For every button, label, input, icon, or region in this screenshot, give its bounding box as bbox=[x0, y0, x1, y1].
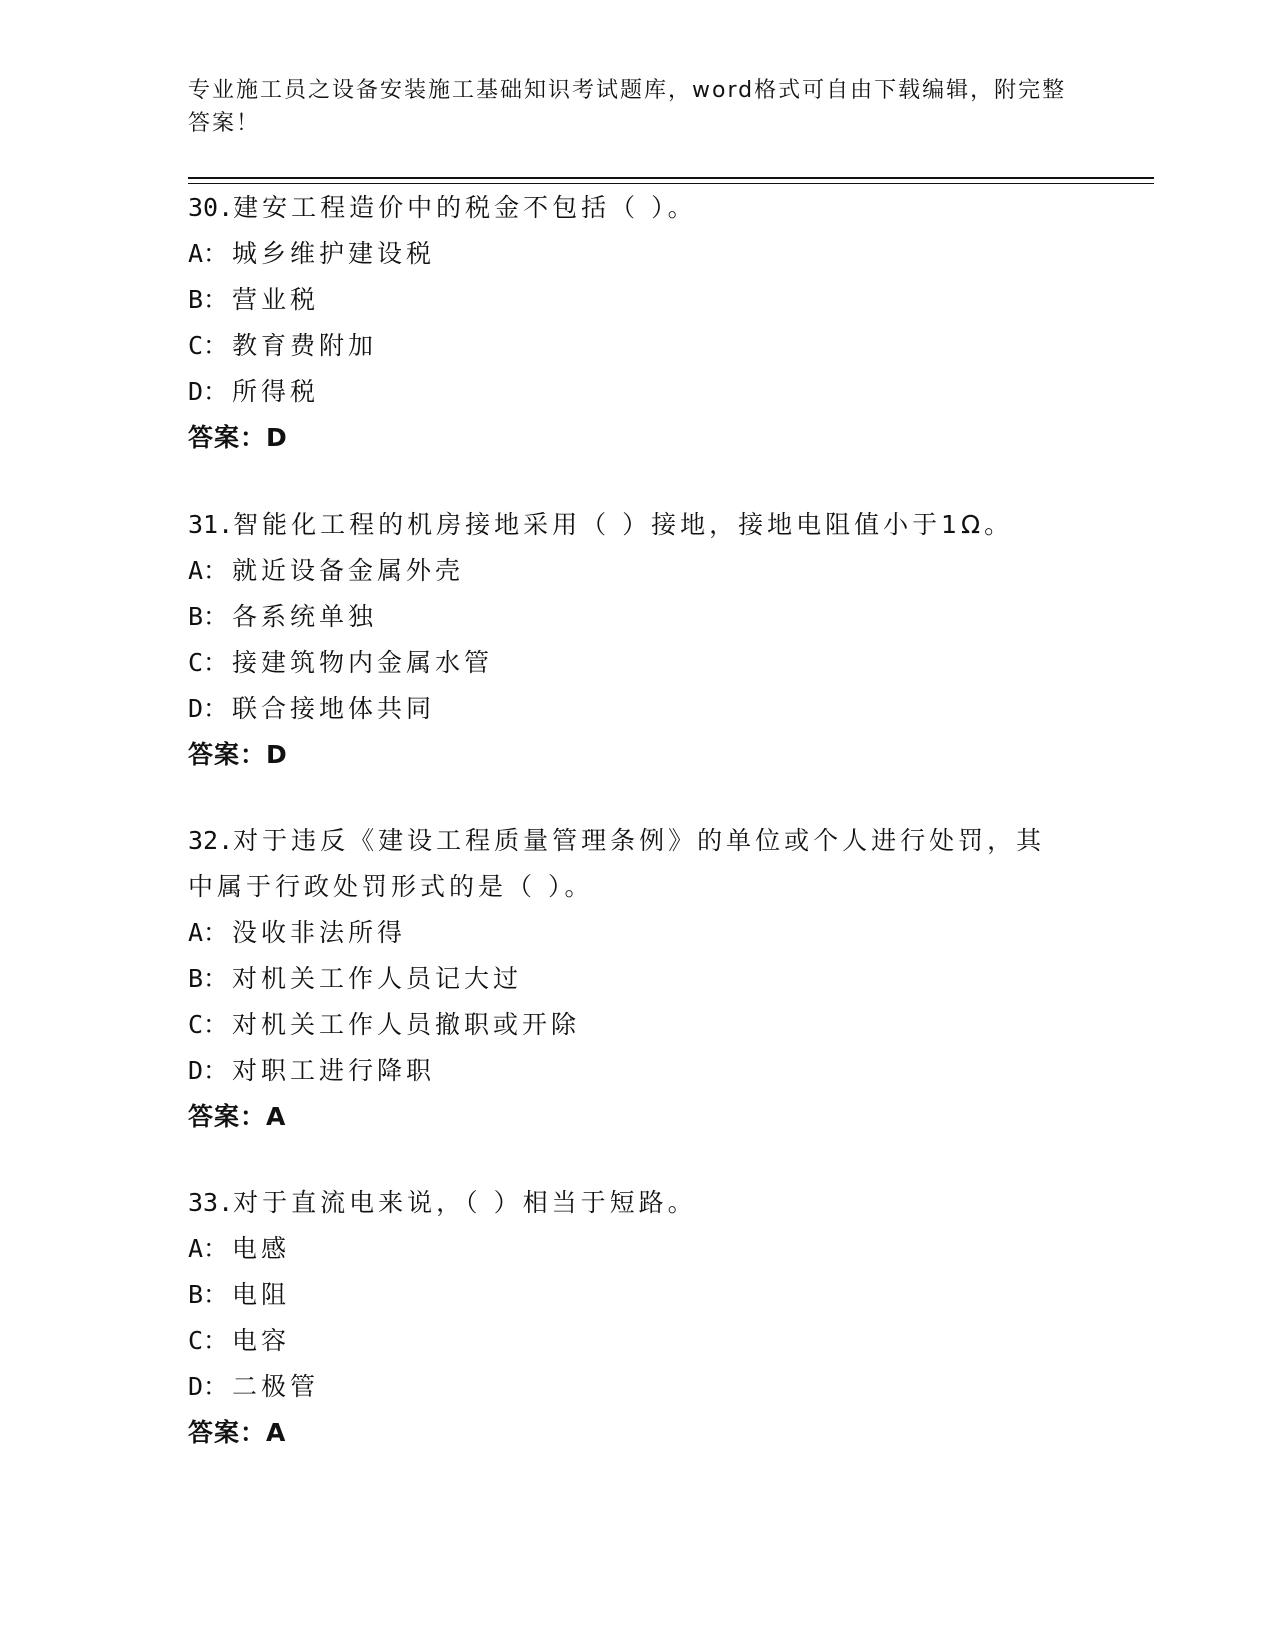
question-stem bbox=[188, 185, 1088, 231]
option-d bbox=[188, 686, 1088, 732]
option-letter: C： bbox=[188, 648, 229, 677]
document-header: 专业施工员之设备安装施工基础知识考试题库，word格式可自由下载编辑，附完整答案！ bbox=[188, 78, 1067, 136]
option-text: 二极管 bbox=[232, 1372, 320, 1401]
option-text: 电阻 bbox=[232, 1280, 291, 1309]
option-c bbox=[188, 1318, 1088, 1364]
option-text: 对机关工作人员记大过 bbox=[232, 964, 523, 993]
question-text: 对于直流电来说，（ ）相当于短路。 bbox=[233, 1188, 697, 1217]
option-letter: D： bbox=[188, 1056, 229, 1085]
option-letter: A： bbox=[188, 556, 229, 585]
option-letter: B： bbox=[188, 1280, 229, 1309]
option-letter: D： bbox=[188, 1372, 229, 1401]
question-number: 32. bbox=[188, 826, 234, 855]
option-b bbox=[188, 1272, 1088, 1318]
option-text: 城乡维护建设税 bbox=[232, 239, 436, 268]
question-stem bbox=[188, 818, 1068, 910]
option-a bbox=[188, 231, 1088, 277]
option-letter: D： bbox=[188, 377, 229, 406]
option-a bbox=[188, 910, 1068, 956]
option-letter: B： bbox=[188, 602, 229, 631]
option-letter: C： bbox=[188, 1010, 229, 1039]
option-a bbox=[188, 548, 1088, 594]
option-d bbox=[188, 369, 1088, 415]
option-d bbox=[188, 1048, 1068, 1094]
option-c bbox=[188, 640, 1088, 686]
option-letter: C： bbox=[188, 1326, 229, 1355]
question-number: 30. bbox=[188, 193, 234, 222]
option-letter: D： bbox=[188, 694, 229, 723]
question-31 bbox=[188, 502, 1088, 778]
question-text: 建安工程造价中的税金不包括（ ）。 bbox=[233, 193, 697, 222]
option-letter: A： bbox=[188, 1234, 229, 1263]
header-divider-thin bbox=[188, 183, 1154, 184]
answer-label: 答案：D bbox=[188, 740, 288, 769]
option-d bbox=[188, 1364, 1088, 1410]
option-letter: C： bbox=[188, 331, 229, 360]
question-32 bbox=[188, 818, 1068, 1140]
answer-label: 答案：A bbox=[188, 1418, 287, 1447]
option-b bbox=[188, 594, 1088, 640]
option-letter: B： bbox=[188, 964, 229, 993]
option-text: 营业税 bbox=[232, 285, 320, 314]
question-33 bbox=[188, 1180, 1088, 1456]
question-text: 智能化工程的机房接地采用（ ）接地，接地电阻值小于1Ω。 bbox=[233, 510, 1014, 539]
option-a bbox=[188, 1226, 1088, 1272]
option-text: 电容 bbox=[232, 1326, 291, 1355]
question-30 bbox=[188, 185, 1088, 461]
option-text: 对职工进行降职 bbox=[232, 1056, 436, 1085]
option-text: 教育费附加 bbox=[232, 331, 378, 360]
question-number: 31. bbox=[188, 510, 234, 539]
answer-label: 答案：A bbox=[188, 1102, 287, 1131]
option-text: 没收非法所得 bbox=[232, 918, 407, 947]
option-letter: B： bbox=[188, 285, 229, 314]
option-text: 接建筑物内金属水管 bbox=[232, 648, 494, 677]
option-letter: A： bbox=[188, 239, 229, 268]
answer-label: 答案：D bbox=[188, 423, 288, 452]
header-divider-thick bbox=[188, 177, 1154, 179]
option-text: 各系统单独 bbox=[232, 602, 378, 631]
question-text: 对于违反《建设工程质量管理条例》的单位或个人进行处罚，其中属于行政处罚形式的是（ ）。 bbox=[188, 826, 1046, 901]
question-stem bbox=[188, 1180, 1088, 1226]
option-text: 就近设备金属外壳 bbox=[232, 556, 465, 585]
option-text: 对机关工作人员撤职或开除 bbox=[232, 1010, 581, 1039]
option-text: 电感 bbox=[232, 1234, 291, 1263]
option-b bbox=[188, 277, 1088, 323]
question-stem bbox=[188, 502, 1088, 548]
question-number: 33. bbox=[188, 1188, 234, 1217]
option-c bbox=[188, 1002, 1068, 1048]
option-text: 联合接地体共同 bbox=[232, 694, 436, 723]
option-c bbox=[188, 323, 1088, 369]
option-letter: A： bbox=[188, 918, 229, 947]
option-text: 所得税 bbox=[232, 377, 320, 406]
option-b bbox=[188, 956, 1068, 1002]
